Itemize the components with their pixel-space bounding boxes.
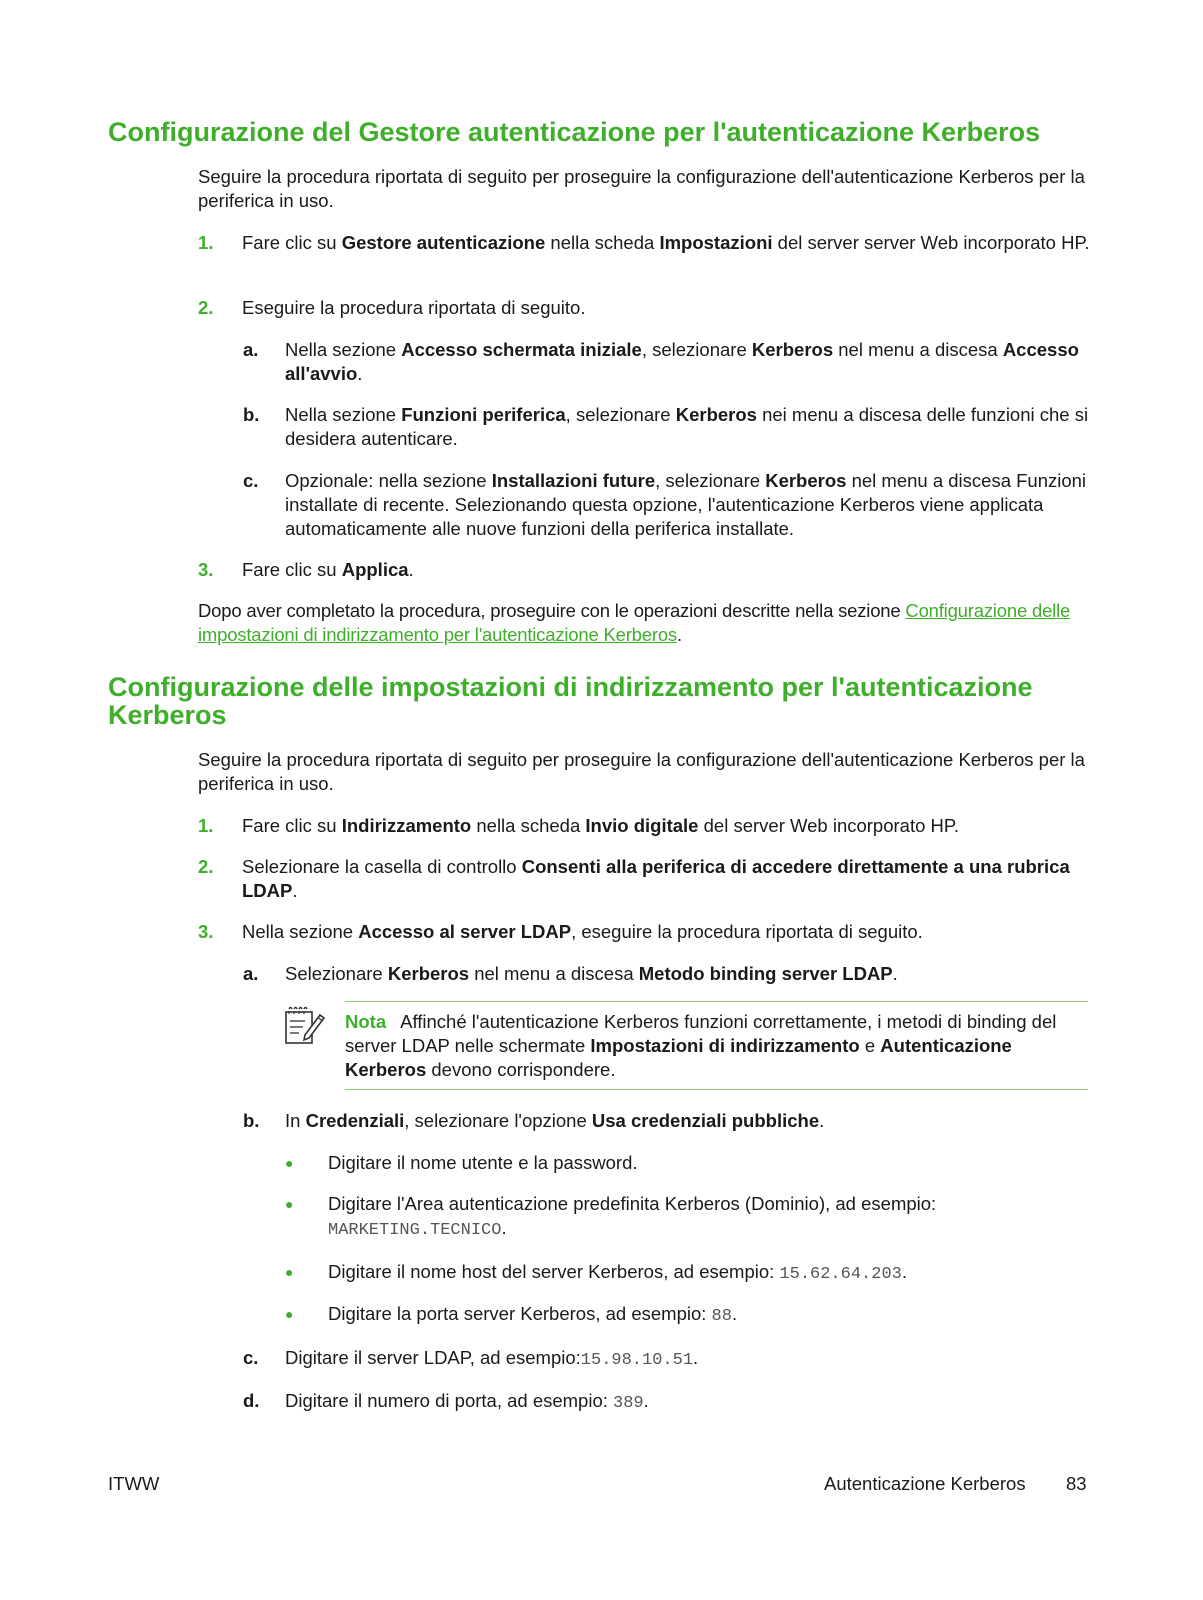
step-text: Selezionare la casella di controllo Consenti alla periferica di accedere direttamente a una rubrica LDAP. (242, 856, 1070, 901)
bullet-icon: ● (285, 1264, 294, 1280)
page-number: 83 (1066, 1473, 1087, 1494)
step-text: Fare clic su Gestore autenticazione nella scheda Impostazioni del server server Web incorporato HP. (242, 232, 1090, 253)
list-item: Digitare l'Area autenticazione predefinita Kerberos (Dominio), ad esempio: MARKETING.TECNICO. (328, 1193, 937, 1240)
note-top-rule (345, 1001, 1088, 1002)
section1-followup: Dopo aver completato la procedura, proseguire con le operazioni descritte nella sezione Configurazione delle impostazioni di indirizzamento per l'autenticazione Kerberos. (198, 600, 1071, 645)
step-text: Nella sezione Accesso al server LDAP, eseguire la procedura riportata di seguito. (242, 921, 923, 942)
substep-letter: a. (243, 963, 259, 984)
section-title-indirizzamento-line1: Configurazione delle impostazioni di indirizzamento per l'autenticazione (108, 672, 1033, 702)
substep-letter: b. (243, 404, 260, 425)
step-number: 1. (198, 232, 214, 253)
section-title-gestore-autenticazione: Configurazione del Gestore autenticazione per l'autenticazione Kerberos (108, 117, 1041, 147)
substep-letter: d. (243, 1390, 260, 1411)
substep-text: Nella sezione Accesso schermata iniziale, selezionare Kerberos nel menu a discesa Accesso all'avvio. (285, 339, 1079, 384)
bullet-icon: ● (285, 1155, 294, 1171)
bullet-icon: ● (285, 1306, 294, 1322)
list-item: Digitare la porta server Kerberos, ad esempio: 88. (328, 1303, 738, 1326)
substep-letter: a. (243, 339, 259, 360)
note-pencil-icon (283, 1005, 327, 1047)
bullet-icon: ● (285, 1196, 294, 1212)
note-label: Nota (345, 1011, 387, 1032)
step-number: 3. (198, 559, 214, 580)
step-text: Fare clic su Indirizzamento nella scheda Invio digitale del server Web incorporato HP. (242, 815, 959, 836)
list-item: Digitare il nome host del server Kerberos, ad esempio: 15.62.64.203. (328, 1261, 907, 1284)
substep-text: Digitare il server LDAP, ad esempio:15.98.10.51. (285, 1347, 699, 1370)
footer-left: ITWW (108, 1473, 160, 1494)
section-title-indirizzamento-line2: Kerberos (108, 700, 227, 730)
section2-intro: Seguire la procedura riportata di seguito per proseguire la configurazione dell'autenticazione Kerberos per la periferica in uso. (198, 749, 1085, 794)
step-number: 1. (198, 815, 214, 836)
list-item: Digitare il nome utente e la password. (328, 1152, 638, 1173)
step-number: 2. (198, 297, 214, 318)
note-bottom-rule (345, 1089, 1088, 1090)
substep-letter: c. (243, 470, 259, 491)
substep-text: Selezionare Kerberos nel menu a discesa Metodo binding server LDAP. (285, 963, 898, 984)
step-text: Fare clic su Applica. (242, 559, 414, 580)
step-text: Eseguire la procedura riportata di seguito. (242, 297, 586, 318)
substep-text: In Credenziali, selezionare l'opzione Usa credenziali pubbliche. (285, 1110, 825, 1131)
note-text: Nota Affinché l'autenticazione Kerberos funzioni correttamente, i metodi di binding del server LDAP nelle schermate Impostazioni di indirizzamento e Autenticazione Kerberos devono corrispondere. (345, 1011, 1057, 1080)
step-number: 2. (198, 856, 214, 877)
section1-intro: Seguire la procedura riportata di seguito per proseguire la configurazione dell'autenticazione Kerberos per la periferica in uso. (198, 166, 1085, 211)
link-configurazione-indirizzamento[interactable]: Configurazione delle impostazioni di indirizzamento per l'autenticazione Kerberos (198, 600, 1071, 645)
substep-letter: c. (243, 1347, 259, 1368)
footer-section-name: Autenticazione Kerberos (824, 1473, 1026, 1494)
substep-text: Nella sezione Funzioni periferica, selezionare Kerberos nei menu a discesa delle funzioni che si desidera autenticare. (285, 404, 1089, 449)
substep-text: Opzionale: nella sezione Installazioni future, selezionare Kerberos nel menu a discesa Funzioni installate di recente. Selezionando questa opzione, l'autenticazione Kerberos viene applicata automaticamente alle nuove funzioni della periferica installate. (285, 470, 1087, 539)
step-number: 3. (198, 921, 214, 942)
substep-letter: b. (243, 1110, 260, 1131)
substep-text: Digitare il numero di porta, ad esempio: 389. (285, 1390, 649, 1413)
